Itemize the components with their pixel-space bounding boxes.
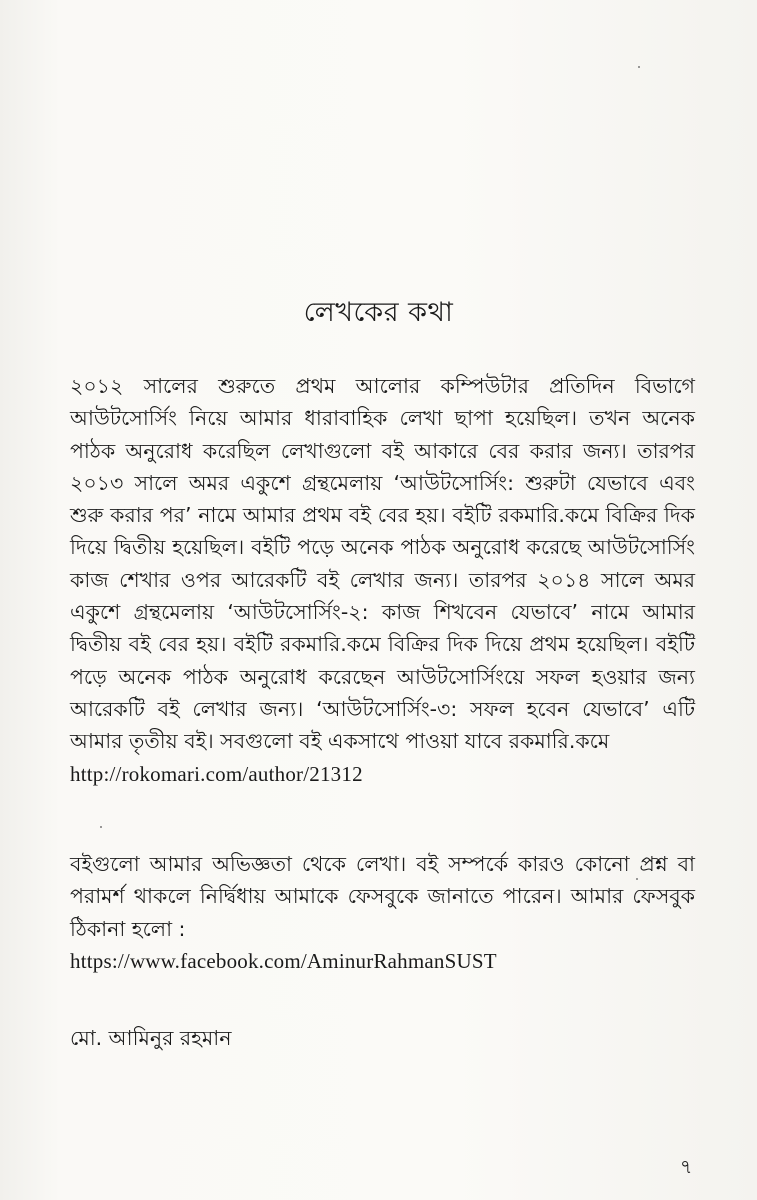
- rokomari-author-link[interactable]: http://rokomari.com/author/21312: [70, 761, 363, 786]
- facebook-link[interactable]: https://www.facebook.com/AminurRahmanSUST: [70, 948, 497, 973]
- paragraph-text: বইগুলো আমার অভিজ্ঞতা থেকে লেখা। বই সম্পর্কে কারও কোনো প্রশ্ন বা পরামর্শ থাকলে নির্দ্বিধায় আমাকে ফেসবুকে জানাতে পারেন। আমার ফেসবুক ঠিকানা হলো :: [70, 852, 695, 941]
- paper-speck: [636, 878, 638, 880]
- page-title: লেখকের কথা: [303, 297, 454, 328]
- author-signature: মো. আমিনুর রহমান: [70, 1026, 232, 1050]
- paper-speck: [638, 66, 640, 68]
- page-number: ৭: [680, 1156, 693, 1178]
- paragraph-contact: [70, 848, 695, 977]
- paragraph-books-history: [70, 370, 695, 790]
- paragraph-text: ২০১২ সালের শুরুতে প্রথম আলোর কম্পিউটার প্রতিদিন বিভাগে আউটসোর্সিং নিয়ে আমার ধারাবাহিক লেখা ছাপা হয়েছিল। তখন অনেক পাঠক অনুরোধ করেছিল লেখাগুলো বই আকারে বের করার জন্য। তারপর ২০১৩ সালে অমর একুশে গ্রন্থমেলায় ‘আউটসোর্সিং: শুরুটা যেভাবে এবং শুরু করার পর’ নামে আমার প্রথম বই বের হয়। বইটি রকমারি.কমে বিক্রির দিক দিয়ে দ্বিতীয় হয়েছিল। বইটি পড়ে অনেক পাঠক অনুরোধ করেছে আউটসোর্সিং কাজ শেখার ওপর আরেকটি বই লেখার জন্য। তারপর ২০১৪ সালে অমর একুশে গ্রন্থমেলায় ‘আউটসোর্সিং-২: কাজ শিখবেন যেভাবে’ নামে আমার দ্বিতীয় বই বের হয়। বইটি রকমারি.কমে বিক্রির দিক দিয়ে প্রথম হয়েছিল। বইটি পড়ে অনেক পাঠক অনুরোধ করেছেন আউটসোর্সিংয়ে সফল হওয়ার জন্য আরেকটি বই লেখার জন্য। ‘আউটসোর্সিং-৩: সফল হবেন যেভাবে’ এটি আমার তৃতীয় বই। সবগুলো বই একসাথে পাওয়া যাবে রকমারি.কমে: [70, 374, 695, 754]
- paper-speck: [100, 826, 102, 828]
